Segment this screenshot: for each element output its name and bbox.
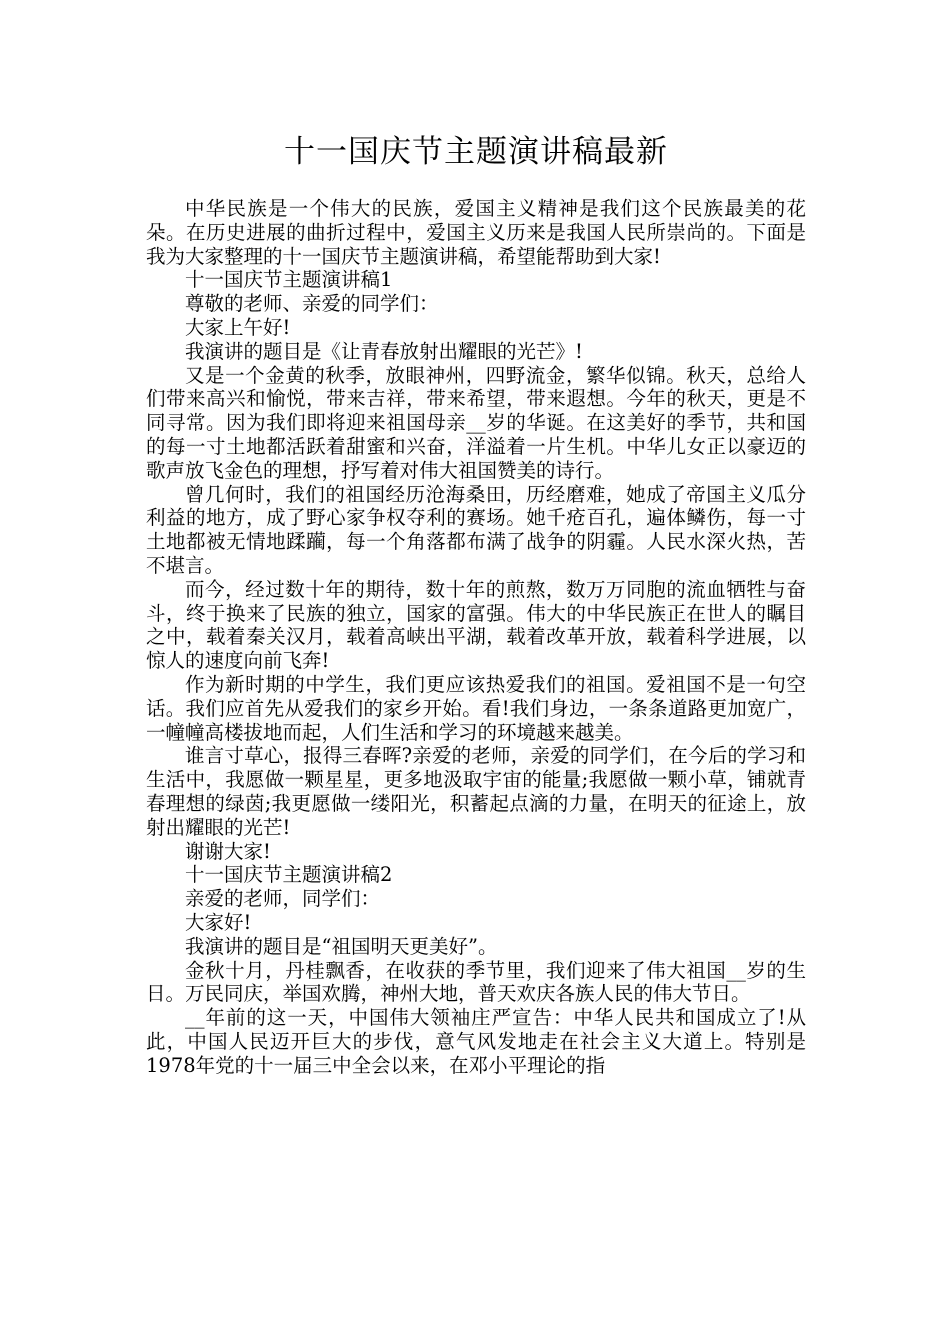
greeting: 大家上午好! — [185, 315, 291, 339]
body-paragraph: 而今，经过数十年的期待，数十年的煎熬，数万万同胞的流血牺牲与奋斗，终于换来了民族的独立，国家的富强。伟大的中华民族正在世人的瞩目之中，载着秦关汉月，载着高峡出平湖，载着改革开放，载着科学进展，以惊人的速度向前飞奔! — [146, 577, 806, 673]
section-heading-speech-1: 十一国庆节主题演讲稿1 — [185, 268, 393, 292]
closing-thanks: 谢谢大家! — [185, 839, 271, 863]
body-paragraph: 谁言寸草心，报得三春晖?亲爱的老师，亲爱的同学们，在今后的学习和生活中，我愿做一颗星星，更多地汲取宇宙的能量;我愿做一颗小草，铺就青春理想的绿茵;我更愿做一缕阳光，积蓄起点滴的力量，在明天的征途上，放射出耀眼的光芒! — [146, 744, 806, 839]
intro-paragraph: 中华民族是一个伟大的民族，爱国主义精神是我们这个民族最美的花朵。在历史进展的曲折过程中，爱国主义历来是我国人民所崇尚的。下面是我为大家整理的十一国庆节主题演讲稿，希望能帮助到大家! — [146, 197, 806, 268]
body-paragraph: 作为新时期的中学生，我们更应该热爱我们的祖国。爱祖国不是一句空话。我们应首先从爱我们的家乡开始。看!我们身边，一条条道路更加宽广，一幢幢高楼拔地而起，人们生活和学习的环境越来越美。 — [146, 672, 806, 744]
speech-topic: 我演讲的题目是“祖国明天更美好”。 — [185, 934, 498, 958]
body-paragraph: 曾几何时，我们的祖国经历沧海桑田，历经磨难，她成了帝国主义瓜分利益的地方，成了野心家争权夺利的赛场。她千疮百孔，遍体鳞伤，每一寸土地都被无情地蹂躏，每一个角落都布满了战争的阴霾。人民水深火热，苦不堪言。 — [146, 482, 806, 577]
document-body — [146, 197, 806, 1077]
body-paragraph: 又是一个金黄的秋季，放眼神州，四野流金，繁华似锦。秋天，总给人们带来高兴和愉悦，带来吉祥，带来希望，带来遐想。今年的秋天，更是不同寻常。因为我们即将迎来祖国母亲__岁的华诞。在这美好的季节，共和国的每一寸土地都活跃着甜蜜和兴奋，洋溢着一片生机。中华儿女正以豪迈的歌声放飞金色的理想，抒写着对伟大祖国赞美的诗行。 — [146, 363, 806, 482]
section-heading-speech-2: 十一国庆节主题演讲稿2 — [185, 863, 393, 887]
salutation: 亲爱的老师，同学们： — [185, 887, 381, 911]
body-paragraph: __年前的这一天，中国伟大领袖庄严宣告：中华人民共和国成立了!从此，中国人民迈开巨大的步伐，意气风发地走在社会主义大道上。特别是1978年党的十一届三中全会以来，在邓小平理论的指 — [146, 1006, 806, 1077]
speech-topic: 我演讲的题目是《让青春放射出耀眼的光芒》! — [185, 339, 583, 363]
document-title: 十一国庆节主题演讲稿最新 — [284, 134, 668, 170]
salutation: 尊敬的老师、亲爱的同学们： — [185, 292, 439, 316]
body-paragraph: 金秋十月，丹桂飘香，在收获的季节里，我们迎来了伟大祖国__岁的生日。万民同庆，举国欢腾，神州大地，普天欢庆各族人民的伟大节日。 — [146, 958, 806, 1006]
greeting: 大家好! — [185, 910, 252, 934]
